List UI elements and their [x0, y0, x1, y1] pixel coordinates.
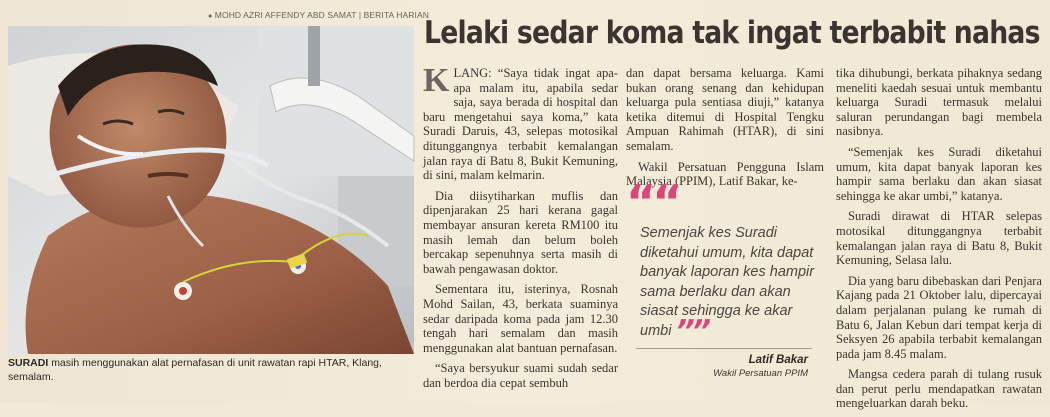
headline: Lelaki sedar koma tak ingat terbabit nahas	[424, 15, 1040, 51]
patient-in-hospital-bed-illustration	[8, 26, 414, 354]
photo-caption	[8, 357, 414, 397]
article-paragraph: “Saya bersyukur suami sudah sedar dan berdoa dia cepat sembuh	[423, 361, 618, 390]
article-paragraph: dan dapat bersama keluarga. Kami bukan orang senang dan kehidupan keluarga pula sentiasa diuji,” katanya ketika ditemui di Hospital Tengku Ampuan Rahimah (HTAR), di sini semalam.	[626, 66, 824, 153]
caption-text: masih menggunakan alat pernafasan di unit rawatan rapi HTAR, Klang, semalam.	[8, 357, 382, 383]
article-paragraph: Wakil Persatuan Pengguna Islam Malaysia (PPIM), Latif Bakar, ke-	[626, 159, 824, 189]
article-column-1	[423, 62, 618, 396]
paragraph-text: LANG: “Saya tidak ingat apa-apa malam itu, apabila sedar saja, saya berada di hospital dan baru mengetahui saya koma,” kata Suradi Daruis, 43, selepas motosikal ditunggangnya terbabit kemalangan jalan raya di Batu 8, Bukit Kemuning, di sini, malam kelmarin.	[423, 66, 618, 183]
article-column-3	[836, 66, 1042, 417]
caption-lead: SURADI	[8, 357, 49, 369]
open-quote-icon: ““	[626, 175, 679, 229]
article-paragraph: Sementara itu, isterinya, Rosnah Mohd Sailan, 43, berkata suaminya sedar daripada koma pada jam 12.30 tengah hari semalam dan masih menggunakan alat bantuan pernafasan.	[423, 282, 618, 355]
close-quote-icon: ””	[675, 313, 709, 349]
article-paragraph: tika dihubungi, berkata pihaknya sedang meneliti kaedah sesuai untuk membantu keluarga Suradi termasuk melalui saluran perundangan bagi membela nasibnya.	[836, 66, 1042, 139]
drop-cap: K	[423, 62, 450, 99]
pull-quote-text	[626, 224, 822, 349]
credit-separator: |	[358, 10, 364, 20]
quote-attribution-name: Latif Bakar	[748, 354, 808, 366]
article-paragraph: Mangsa cedera parah di tulang rusuk dan perut perlu mendapatkan rawatan mengeluarkan darah beku.	[836, 367, 1042, 411]
article-paragraph: Suradi dirawat di HTAR selepas motosikal ditunggangnya terbabit kemalangan jalan raya di Batu 8, Bukit Kemuning, Selasa lalu.	[836, 209, 1042, 268]
pull-quote	[626, 175, 822, 387]
publication-name: BERITA HARIAN	[363, 10, 429, 20]
quote-divider	[636, 348, 812, 349]
article-paragraph	[423, 62, 618, 183]
pull-quote-body: Semenjak kes Suradi diketahui umum, kita dapat banyak laporan kes hampir sama berlaku dan akan siasat sehingga ke akar umbi	[640, 225, 815, 339]
photo-credit	[208, 10, 429, 22]
article-paragraph: “Semenjak kes Suradi diketahui umum, kita dapat banyak laporan kes hampir sama berlaku dan akan siasat sehingga ke akar umbi,” katanya.	[836, 144, 1042, 203]
article-paragraph: Dia diisytiharkan muflis dan dipenjarakan 25 hari kerana gagal membayar ansuran kereta RM100 itu masih lemah dan belum boleh bercakap sepenuhnya serta masih di bawah pengawasan doktor.	[423, 188, 618, 276]
article-paragraph: Dia yang baru dibebaskan dari Penjara Kajang pada 21 Oktober lalu, dipercayai dalam perjalanan pulang ke rumah di Batu 6, Jalan Kebun dari tempat kerja di Seksyen 26 apabila terbabit kemalangan pada jam 8.45 malam.	[836, 273, 1042, 361]
quote-attribution-title: Wakil Persatuan PPIM	[713, 368, 808, 379]
news-photo	[8, 26, 414, 354]
photographer-name: MOHD AZRI AFFENDY ABD SAMAT	[214, 10, 357, 20]
credit-bullet-icon: ●	[208, 13, 213, 20]
